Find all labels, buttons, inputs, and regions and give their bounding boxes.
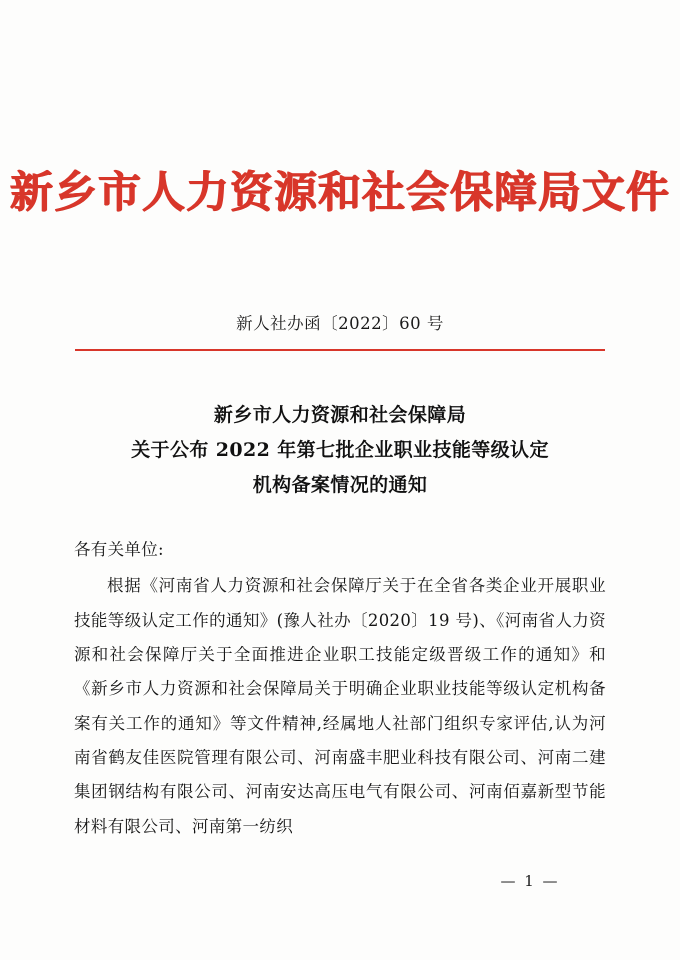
masthead xyxy=(0,168,680,219)
document-title xyxy=(75,398,605,503)
title-line-1: 新乡市人力资源和社会保障局 xyxy=(213,404,467,426)
salutation: 各有关单位: xyxy=(74,540,164,559)
red-divider-rule xyxy=(75,349,605,351)
page-number xyxy=(0,872,680,890)
title-line-3: 机构备案情况的通知 xyxy=(252,474,428,497)
document-number: 新人社办函〔2022〕60 号 xyxy=(236,314,444,333)
masthead-title: 新乡市人力资源和社会保障局文件 xyxy=(10,168,670,218)
body-paragraph-1: 根据《河南省人力资源和社会保障厅关于在全省各类企业开展职业技能等级认定工作的通知》(豫人社办〔2020〕19 号)、《河南省人力资源和社会保障厅关于全面推进企业职工技能定级晋级工作的通知》和《新乡市人力资源和社会保障局关于明确企业职业技能等级认定机构备案有关工作的通知》等文件精神,经属地人社部门组织专家评估,认为河南省鹤友佳医院管理有限公司、河南盛丰肥业科技有限公司、河南二建集团钢结构有限公司、河南安达高压电气有限公司、河南佰嘉新型节能材料有限公司、河南第一纺织 xyxy=(74,576,606,836)
page-number-text: — 1 — xyxy=(500,872,560,890)
title-line-2: 关于公布 2022 年第七批企业职业技能等级认定 xyxy=(131,439,549,462)
document-body xyxy=(74,534,606,844)
